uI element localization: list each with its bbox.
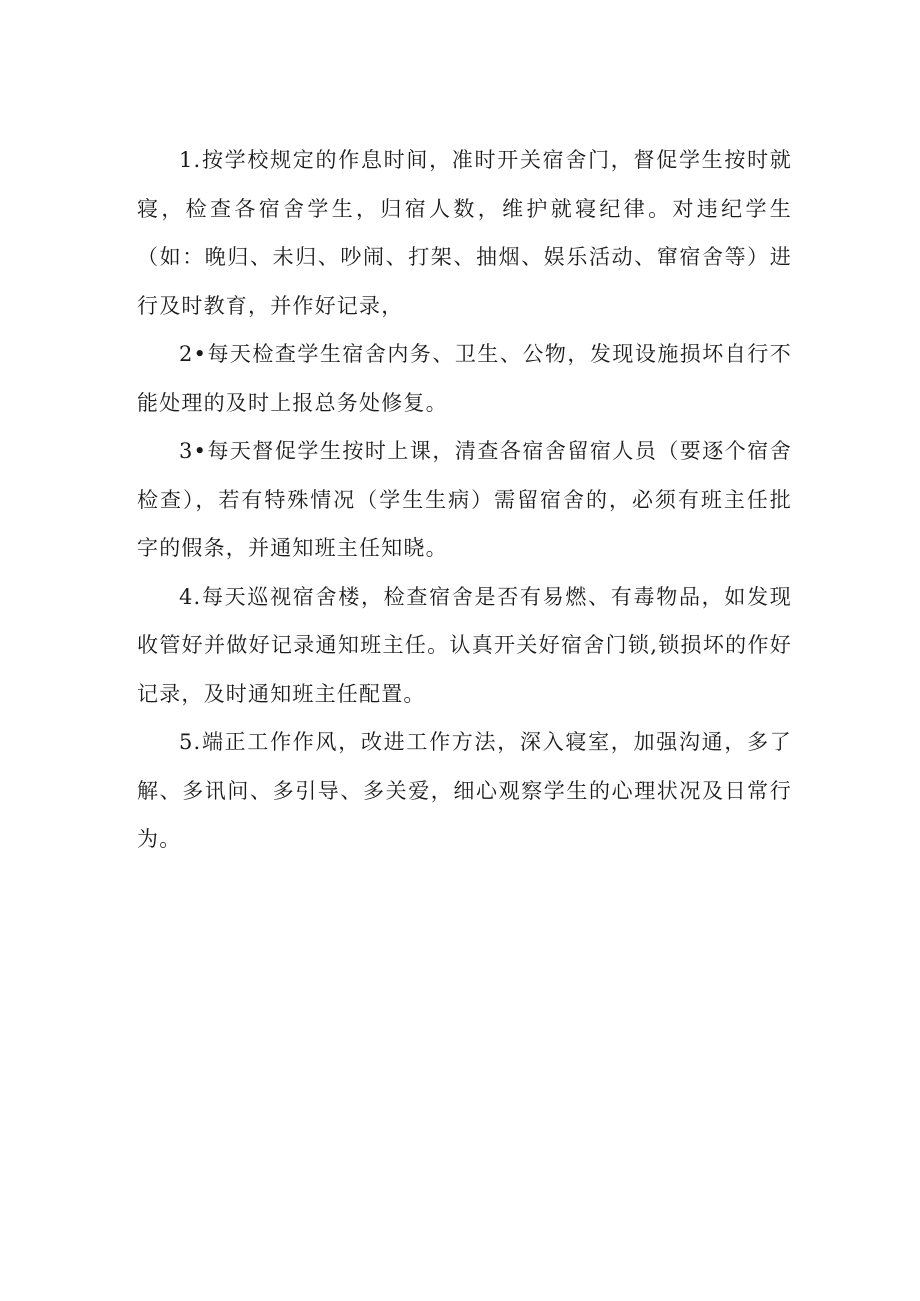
paragraph-4: 4.每天巡视宿舍楼，检查宿舍是否有易燃、有毒物品，如发现收管好并做好记录通知班主任。认真开关好宿舍门锁,锁损坏的作好记录，及时通知班主任配置。 [137, 584, 792, 706]
paragraph-1: 1.按学校规定的作息时间，准时开关宿舍门，督促学生按时就寝，检查各宿舍学生，归宿人数，维护就寝纪律。对违纪学生（如：晚归、未归、吵闹、打架、抽烟、娱乐活动、窜宿舍等）进行及时教育，并作好记录， [137, 148, 792, 318]
paragraph-3: 3•每天督促学生按时上课，清查各宿舍留宿人员（要逐个宿舍检查），若有特殊情况（学生生病）需留宿舍的，必须有班主任批字的假条，并通知班主任知晓。 [137, 439, 792, 560]
paragraph-5: 5.端正工作作风，改进工作方法，深入寝室，加强沟通，多了解、多讯问、多引导、多关爱，细心观察学生的心理状况及日常行为。 [137, 730, 792, 851]
document-body [137, 136, 792, 864]
paragraph-2: 2•每天检查学生宿舍内务、卫生、公物，发现设施损坏自行不能处理的及时上报总务处修复。 [137, 342, 792, 415]
